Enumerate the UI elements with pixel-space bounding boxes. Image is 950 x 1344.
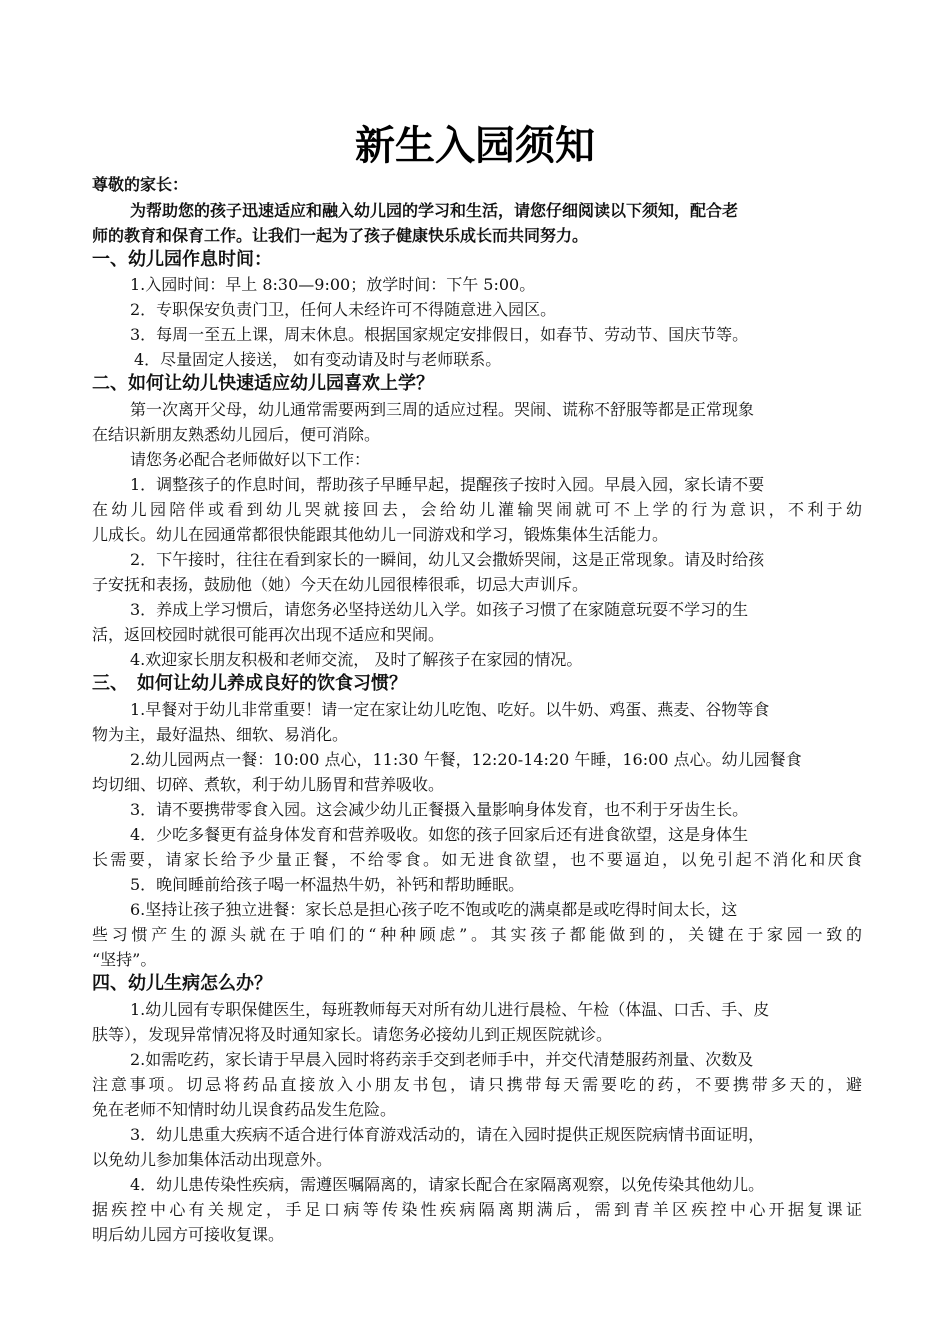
- list-item: 1.早餐对于幼儿非常重要！请一定在家让幼儿吃饱、吃好。以牛奶、鸡蛋、燕麦、谷物等食: [130, 700, 770, 719]
- list-item: 2．下午接时，往往在看到家长的一瞬间，幼儿又会撒娇哭闹，这是正常现象。请及时给孩: [130, 550, 765, 569]
- list-item: 免在老师不知情时幼儿误食药品发生危险。: [92, 1100, 397, 1119]
- intro-line: 为帮助您的孩子迅速适应和融入幼儿园的学习和生活，请您仔细阅读以下须知，配合老: [130, 201, 739, 220]
- list-item: 在幼儿园陪伴或看到幼儿哭就接回去，会给幼儿灌输哭闹就可不上学的行为意识，不利于幼: [92, 500, 862, 519]
- list-item: 2.如需吃药，家长请于早晨入园时将药亲手交到老师手中，并交代清楚服药剂量、次数及: [130, 1050, 754, 1069]
- list-item: 肤等），发现异常情况将及时通知家长。请您务必接幼儿到正规医院就诊。: [92, 1025, 613, 1044]
- list-item: 4．幼儿患传染性疾病，需遵医嘱隔离的，请家长配合在家隔离观察，以免传染其他幼儿。: [130, 1175, 765, 1194]
- paragraph-line: 第一次离开父母，幼儿通常需要两到三周的适应过程。哭闹、谎称不舒服等都是正常现象: [130, 400, 755, 419]
- list-item: 2．专职保安负责门卫，任何人未经许可不得随意进入园区。: [130, 300, 557, 319]
- paragraph-line: 在结识新朋友熟悉幼儿园后，便可消除。: [92, 425, 381, 444]
- list-item: 3．幼儿患重大疾病不适合进行体育游戏活动的，请在入园时提供正规医院病情书面证明，: [130, 1125, 765, 1144]
- list-item: 据疾控中心有关规定，手足口病等传染性疾病隔离期满后，需到青羊区疾控中心开据复课证: [92, 1200, 862, 1219]
- section-heading-schedule: 一、幼儿园作息时间：: [92, 249, 272, 270]
- list-item: 6.坚持让孩子独立进餐：家长总是担心孩子吃不饱或吃的满桌都是或吃得时间太长，这: [130, 900, 738, 919]
- paragraph-line: 请您务必配合老师做好以下工作：: [130, 450, 371, 469]
- list-item: 1.幼儿园有专职保健医生，每班教师每天对所有幼儿进行晨检、午检（体温、口舌、手、皮: [130, 1000, 770, 1019]
- list-item: 1.入园时间：早上 8:30—9:00；放学时间：下午 5:00。: [130, 275, 536, 294]
- list-item: 子安抚和表扬，鼓励他（她）今天在幼儿园很棒很乖，切忌大声训斥。: [92, 575, 589, 594]
- list-item: 长需要，请家长给予少量正餐，不给零食。如无进食欲望，也不要逼迫，以免引起不消化和厌食: [92, 850, 862, 869]
- list-item: 3．养成上学习惯后，请您务必坚持送幼儿入学。如孩子习惯了在家随意玩耍不学习的生: [130, 600, 749, 619]
- section-heading-illness: 四、幼儿生病怎么办？: [92, 973, 272, 994]
- section-heading-adaptation: 二、如何让幼儿快速适应幼儿园喜欢上学？: [92, 373, 434, 394]
- list-item: 2.幼儿园两点一餐：10:00 点心，11:30 午餐，12:20-14:20 午睡，16:00 点心。幼儿园餐食: [130, 750, 802, 769]
- page-title: 新生入园须知: [355, 122, 595, 169]
- list-item: 注意事项。切忌将药品直接放入小朋友书包，请只携带每天需要吃的药，不要携带多天的，避: [92, 1075, 862, 1094]
- list-item: 些习惯产生的源头就在于咱们的“种种顾虑”。其实孩子都能做到的，关键在于家园一致的: [92, 925, 862, 944]
- list-item: 3．请不要携带零食入园。这会减少幼儿正餐摄入量影响身体发育，也不利于牙齿生长。: [130, 800, 749, 819]
- list-item: 1．调整孩子的作息时间，帮助孩子早睡早起，提醒孩子按时入园。早晨入园，家长请不要: [130, 475, 765, 494]
- list-item: 4．尽量固定人接送， 如有变动请及时与老师联系。: [134, 350, 502, 369]
- list-item: “坚持”。: [92, 950, 157, 969]
- list-item: 4．少吃多餐更有益身体发育和营养吸收。如您的孩子回家后还有进食欲望，这是身体生: [130, 825, 749, 844]
- list-item: 3．每周一至五上课，周末休息。根据国家规定安排假日，如春节、劳动节、国庆节等。: [130, 325, 749, 344]
- list-item: 4.欢迎家长朋友积极和老师交流， 及时了解孩子在家园的情况。: [130, 650, 583, 669]
- list-item: 以免幼儿参加集体活动出现意外。: [92, 1150, 333, 1169]
- list-item: 明后幼儿园方可接收复课。: [92, 1225, 285, 1244]
- list-item: 物为主，最好温热、细软、易消化。: [92, 725, 349, 744]
- section-heading-eating: 三、 如何让幼儿养成良好的饮食习惯？: [92, 673, 407, 694]
- list-item: 均切细、切碎、煮软，利于幼儿肠胃和营养吸收。: [92, 775, 445, 794]
- intro-line: 师的教育和保育工作。让我们一起为了孩子健康快乐成长而共同努力。: [92, 226, 589, 245]
- greeting: 尊敬的家长：: [92, 175, 189, 194]
- list-item: 5．晚间睡前给孩子喝一杯温热牛奶，补钙和帮助睡眠。: [130, 875, 525, 894]
- list-item: 儿成长。幼儿在园通常都很快能跟其他幼儿一同游戏和学习，锻炼集体生活能力。: [92, 525, 669, 544]
- list-item: 活，返回校园时就很可能再次出现不适应和哭闹。: [92, 625, 445, 644]
